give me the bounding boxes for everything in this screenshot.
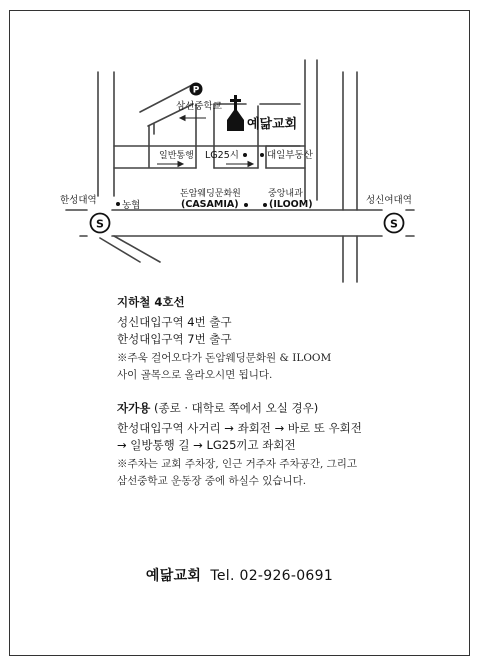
nonghyup-label: 농협: [122, 200, 141, 211]
subway-line1: 성신대입구역 4번 출구: [117, 315, 232, 329]
subway-symbol-left: S: [96, 217, 104, 231]
wedding-hall-dot: [244, 203, 248, 207]
wedding-hall-name: 돈암웨딩문화원: [180, 189, 241, 199]
nonghyup-dot: [116, 202, 120, 206]
clinic-dot: [263, 203, 267, 207]
car-heading-sub: (종로 · 대학로 쪽에서 오실 경우): [150, 401, 319, 415]
clinic-name: 중앙내과: [268, 189, 303, 199]
subway-note1: ※주욱 걸어오다가 돈암웨딩문화원 & ILOOM: [117, 352, 332, 364]
subway-heading: 지하철 4호선: [117, 295, 185, 309]
car-line2: → 일방통행 길 → LG25끼고 좌회전: [117, 438, 296, 452]
car-note1: ※주차는 교회 주차장, 인근 거주자 주차공간, 그리고: [117, 458, 358, 470]
subway-directions: [117, 294, 331, 384]
wedding-hall-sub: (CASAMIA): [181, 199, 239, 210]
church-label: 예닮교회: [247, 117, 298, 132]
subway-station-left-icon: [91, 214, 110, 233]
cross-icon: [227, 95, 244, 131]
subway-note2: 사이 골목으로 올라오시면 됩니다.: [117, 369, 273, 381]
lg25-label: LG25시: [205, 150, 239, 161]
car-directions: [117, 400, 362, 490]
oneway-label: 일반통행: [159, 151, 194, 161]
subway-station-right-icon: [385, 214, 404, 233]
station-right-label: 성신여대역: [366, 195, 412, 206]
car-heading: 자가용: [117, 401, 151, 415]
parking-symbol: P: [192, 85, 200, 96]
subway-line2: 한성대입구역 7번 출구: [117, 332, 232, 346]
school-label: 삼선중학교: [176, 101, 222, 112]
clinic-sub: (ILOOM): [269, 199, 313, 210]
subway-symbol-right: S: [390, 217, 398, 231]
contact-footer: [0, 565, 479, 585]
footer-church-name: 예닮교회: [145, 568, 202, 584]
realtor-label: 대일부동산: [267, 150, 313, 161]
car-line1: 한성대입구역 사거리 → 좌회전 → 바로 또 우회전: [117, 421, 362, 435]
car-note2: 삼선중학교 운동장 중에 하실수 있습니다.: [117, 475, 307, 487]
road-outlines: [66, 60, 414, 282]
footer-tel[interactable]: Tel. 02-926-0691: [210, 568, 334, 584]
lg25-dot: [243, 153, 247, 157]
realtor-dot: [260, 153, 264, 157]
station-left-label: 한성대역: [60, 195, 97, 206]
directions-map: [0, 0, 479, 300]
